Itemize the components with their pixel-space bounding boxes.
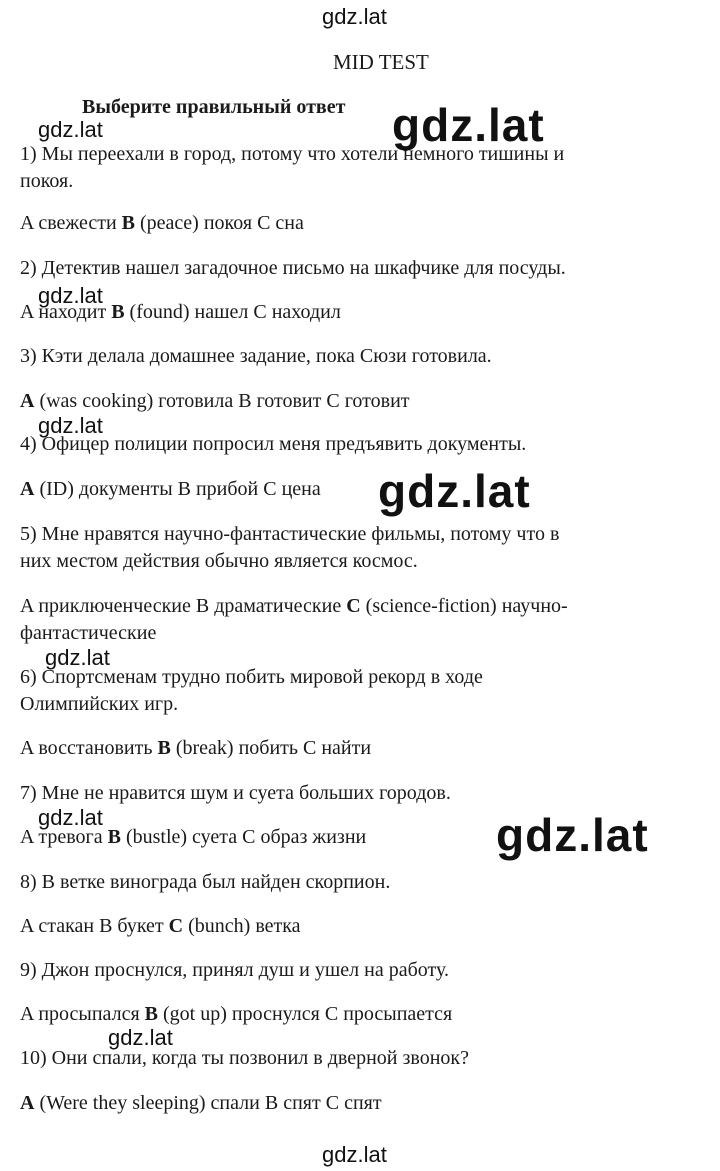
- answer-6: A восстановить B (break) побить C найти: [20, 737, 372, 759]
- question-5-line-2: них местом действия обычно является космос.: [20, 550, 418, 572]
- question-10: 10) Они спали, когда ты позвонил в дверной звонок?: [20, 1047, 469, 1069]
- answer-9: A просыпался B (got up) проснулся C просыпается: [20, 1003, 453, 1025]
- answer-3: A (was cooking) готовила B готовит C готовит: [20, 390, 410, 412]
- question-1-line-2: покоя.: [20, 170, 74, 192]
- question-6-line-1: 6) Спортсменам трудно побить мировой рекорд в ходе: [20, 666, 483, 688]
- watermark-bottom: gdz.lat: [322, 1142, 387, 1167]
- answer-5-line-1: A приключенческие B драматические C (science-fiction) научно-: [20, 595, 568, 617]
- instruction-heading: Выберите правильный ответ: [82, 96, 346, 118]
- answer-4: A (ID) документы B прибой C цена: [20, 478, 321, 500]
- question-3: 3) Кэти делала домашнее задание, пока Сюзи готовила.: [20, 345, 492, 367]
- answer-2: A находит B (found) нашел C находил: [20, 301, 341, 323]
- question-7: 7) Мне не нравится шум и суета больших городов.: [20, 782, 451, 804]
- question-9: 9) Джон проснулся, принял душ и ушел на работу.: [20, 959, 449, 981]
- answer-5-line-2: фантастические: [20, 622, 157, 644]
- page-title: MID TEST: [333, 50, 429, 74]
- question-1-line-1: 1) Мы переехали в город, потому что хотели немного тишины и: [20, 143, 565, 165]
- question-2: 2) Детектив нашел загадочное письмо на шкафчике для посуды.: [20, 257, 566, 279]
- watermark-top: gdz.lat: [322, 4, 387, 29]
- watermark-small: gdz.lat: [108, 1025, 173, 1050]
- answer-1: A свежести B (peace) покоя C сна: [20, 212, 304, 234]
- question-6-line-2: Олимпийских игр.: [20, 693, 179, 715]
- watermark-large: gdz.lat: [378, 465, 531, 517]
- watermark-large: gdz.lat: [392, 99, 545, 151]
- question-4: 4) Офицер полиции попросил меня предъявить документы.: [20, 433, 527, 455]
- watermark-small: gdz.lat: [38, 805, 103, 830]
- watermark-large: gdz.lat: [496, 809, 649, 861]
- watermark-small: gdz.lat: [45, 645, 110, 670]
- answer-8: A стакан B букет C (bunch) ветка: [20, 915, 301, 937]
- watermark-small: gdz.lat: [38, 413, 103, 438]
- answer-10: A (Were they sleeping) спали B спят C спят: [20, 1092, 382, 1114]
- watermark-small: gdz.lat: [38, 117, 103, 142]
- question-5-line-1: 5) Мне нравятся научно-фантастические фильмы, потому что в: [20, 523, 560, 545]
- question-8: 8) В ветке винограда был найден скорпион.: [20, 871, 391, 893]
- answer-7: A тревога B (bustle) суета C образ жизни: [20, 826, 367, 848]
- watermark-small: gdz.lat: [38, 283, 103, 308]
